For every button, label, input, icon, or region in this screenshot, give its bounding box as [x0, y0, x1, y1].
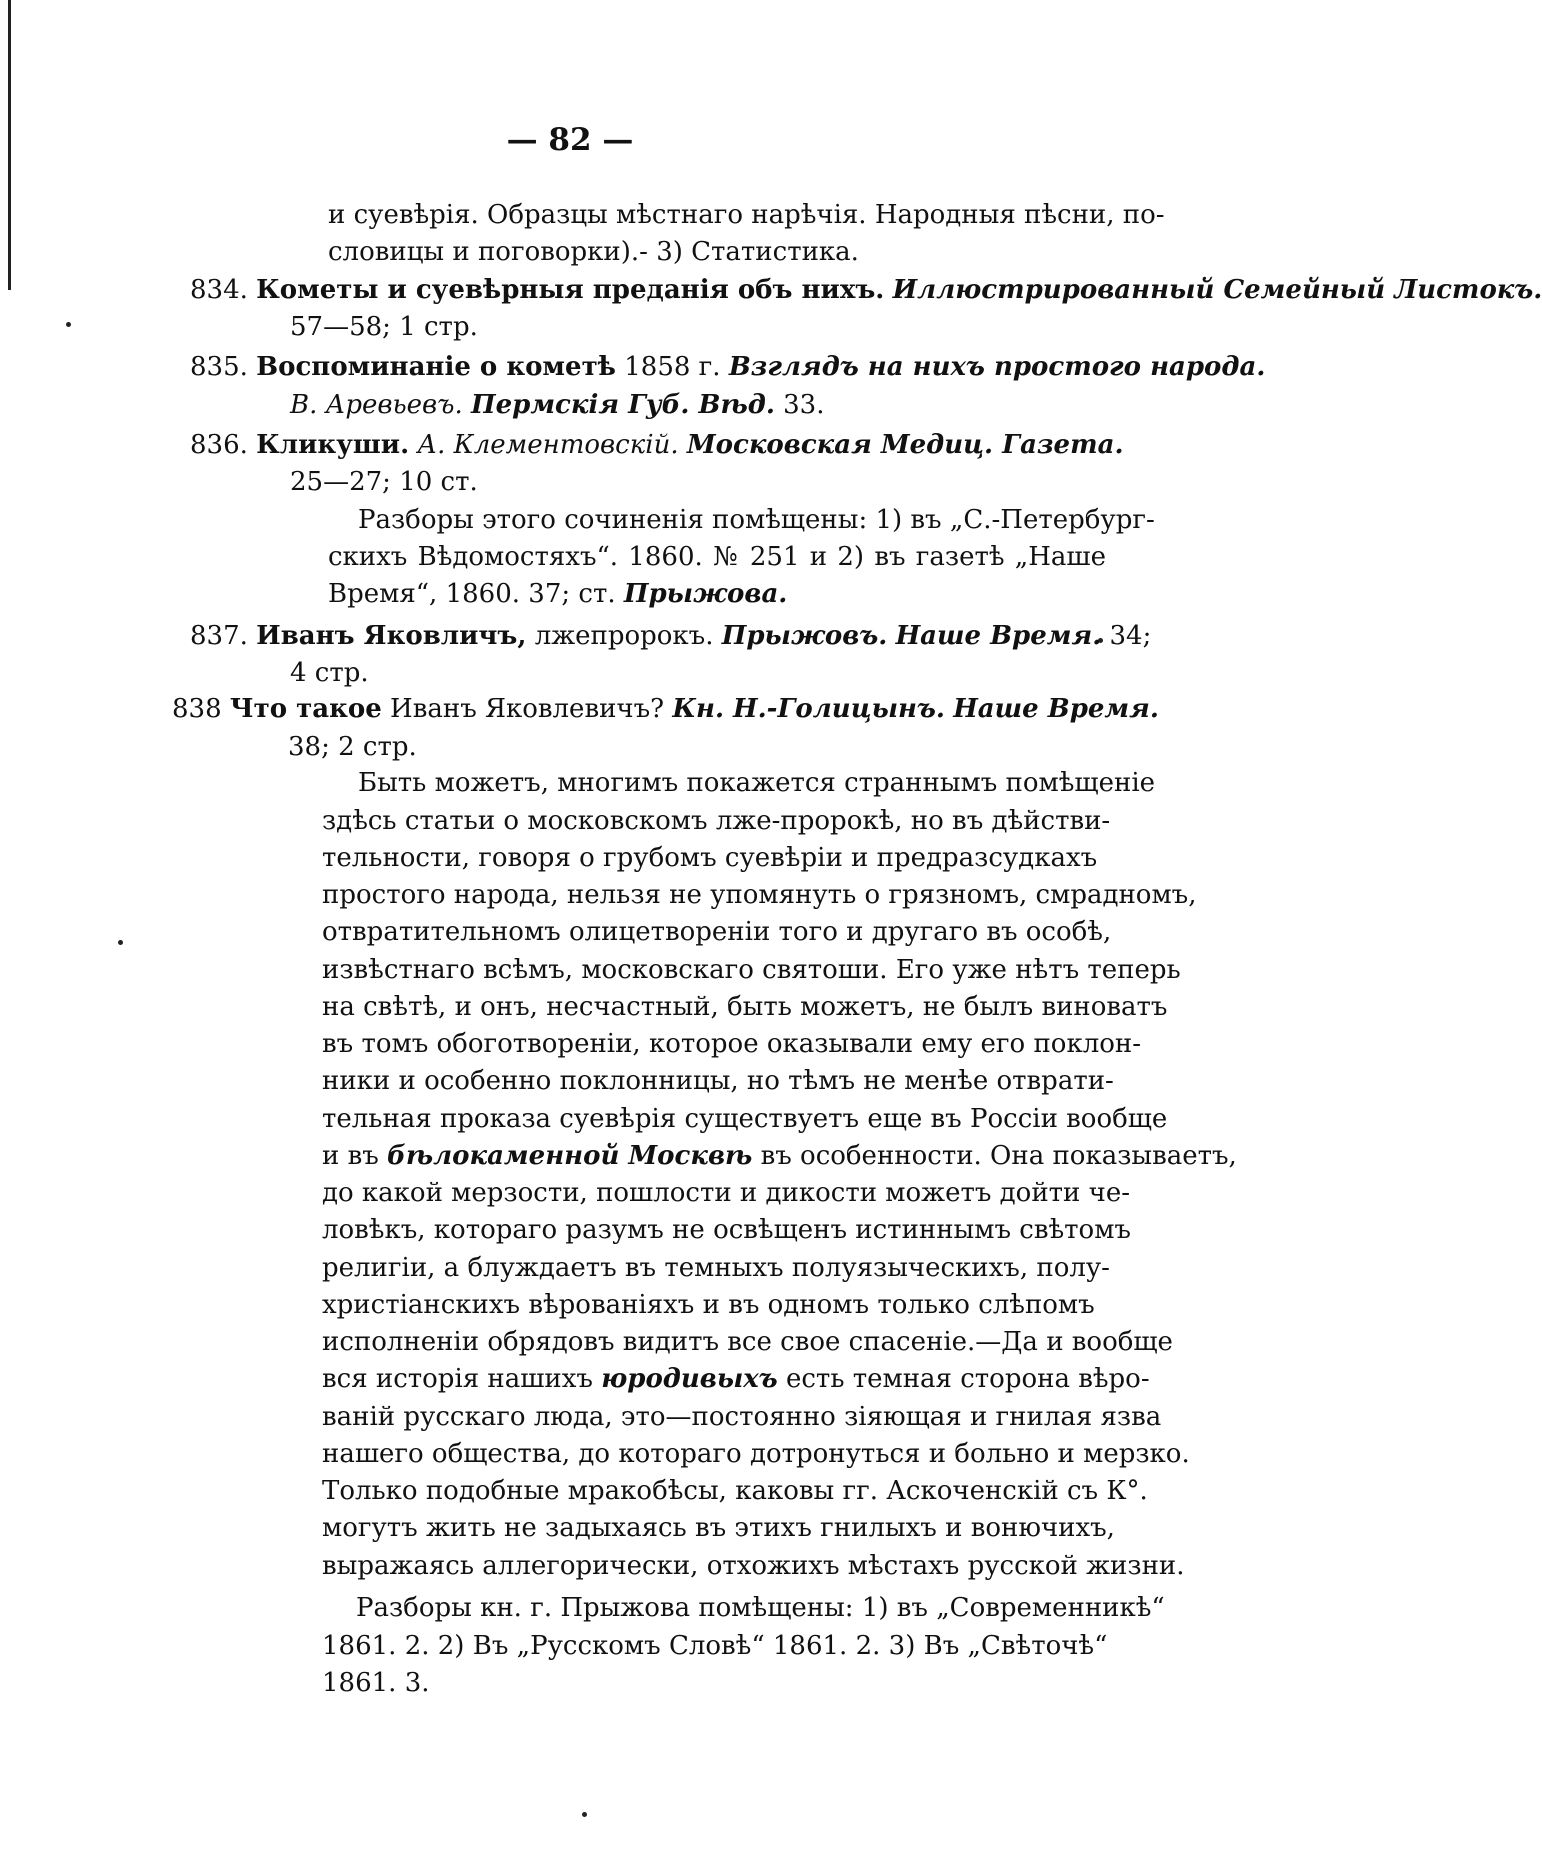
review-line: 1861. 3.: [322, 1668, 430, 1698]
body-line: отвратительномъ олицетвореніи того и другаго въ особѣ,: [322, 917, 1112, 947]
entry-desc: Иванъ Яковлевичъ?: [390, 694, 665, 724]
entry-834: [190, 273, 1542, 307]
scan-speck: [118, 940, 123, 945]
body-line: ловѣкъ, котораго разумъ не освѣщенъ истиннымъ свѣтомъ: [322, 1215, 1131, 1245]
body-line: могутъ жить не задыхаясь въ этихъ гнилыхъ и вонючихъ,: [322, 1513, 1115, 1543]
entry-source: Пермскія Губ. Вѣд.: [471, 390, 775, 420]
body-line: [322, 1362, 1150, 1396]
entry-title: Иванъ Яковличъ,: [256, 621, 527, 651]
entry-number: 837.: [190, 621, 248, 651]
entry-year: 1858 г.: [624, 352, 721, 382]
body-line: тельности, говоря о грубомъ суевѣріи и предразсудкахъ: [322, 843, 1098, 873]
scan-speck: [66, 322, 71, 327]
entry-835: [190, 350, 1266, 384]
body-line: Быть можетъ, многимъ покажется страннымъ помѣщеніе: [358, 768, 1156, 798]
entry-number: 835.: [190, 352, 248, 382]
entry-source: Наше Время.: [895, 621, 1102, 651]
entry-desc: лжепророкъ.: [534, 621, 714, 651]
entry-author: Прыжовъ.: [721, 621, 888, 651]
entry-ref: 38; 2 стр.: [288, 732, 417, 762]
body-text: есть темная сторона вѣро-: [785, 1364, 1150, 1394]
body-text: вся исторія нашихъ: [322, 1364, 593, 1394]
entry-835-cont: [290, 388, 825, 422]
entry-source: Московская Медиц. Газета.: [686, 430, 1124, 460]
entry-author: Кн. Н.-Голицынъ.: [672, 694, 945, 724]
review-line: Разборы кн. г. Прыжова помѣщены: 1) въ „Современникѣ“: [356, 1593, 1165, 1623]
entry-number: 836.: [190, 430, 248, 460]
entry-author: А. Клементовскій.: [417, 430, 679, 460]
body-line: извѣстнаго всѣмъ, московскаго святоши. Его уже нѣтъ теперь: [322, 955, 1181, 985]
body-line: до какой мерзости, пошлости и дикости можетъ дойти че-: [322, 1178, 1131, 1208]
body-line: на свѣтѣ, и онъ, несчастный, быть можетъ, не былъ виноватъ: [322, 992, 1168, 1022]
body-line: простого народа, нельзя не упомянуть о грязномъ, смрадномъ,: [322, 880, 1197, 910]
entry-title: Что такое: [229, 694, 382, 724]
review-line: 1861. 2. 2) Въ „Русскомъ Словѣ“ 1861. 2. 3) Въ „Свѣточѣ“: [322, 1631, 1108, 1661]
entry-ref: 4 стр.: [290, 658, 369, 688]
review-line: Разборы этого сочиненія помѣщены: 1) въ „С.-Петербург-: [358, 505, 1155, 535]
body-line: религіи, а блуждаетъ въ темныхъ полуязыческихъ, полу-: [322, 1253, 1110, 1283]
body-text: въ особенности. Она показываетъ,: [760, 1141, 1237, 1171]
body-line: [322, 1139, 1237, 1173]
body-line: ники и особенно поклонницы, но тѣмъ не менѣе отврати-: [322, 1066, 1114, 1096]
body-line: христіанскихъ вѣрованіяхъ и въ одномъ только слѣпомъ: [322, 1290, 1095, 1320]
text-line: и суевѣрія. Образцы мѣстнаго нарѣчія. Народныя пѣсни, по-: [328, 200, 1165, 230]
page-number: — 82 —: [506, 122, 634, 158]
entry-837: [190, 619, 1152, 653]
entry-ref: 25—27; 10 ст.: [290, 467, 478, 497]
entry-ref: 34;: [1109, 621, 1152, 651]
text-line: словицы и поговорки).- 3) Статистика.: [328, 237, 859, 267]
entry-838: [172, 692, 1159, 726]
review-line: [328, 577, 787, 611]
review-line: скихъ Вѣдомостяхъ“. 1860. № 251 и 2) въ газетѣ „Наше: [328, 542, 1106, 572]
body-emphasis: юродивыхъ: [601, 1364, 778, 1394]
body-emphasis: бѣлокаменной Москвѣ: [387, 1141, 753, 1171]
entry-ref: 57—58; 1 стр.: [290, 312, 478, 342]
entry-836: [190, 428, 1124, 462]
body-line: ваній русскаго люда, это—постоянно зіяющая и гнилая язва: [322, 1402, 1162, 1432]
entry-desc: Взглядъ на нихъ простого народа.: [728, 352, 1266, 382]
body-line: выражаясь аллегорически, отхожихъ мѣстахъ русской жизни.: [322, 1551, 1185, 1581]
entry-ref: 33.: [783, 390, 825, 420]
body-line: тельная проказа суевѣрія существуетъ еще въ Россіи вообще: [322, 1104, 1168, 1134]
entry-title: Воспоминаніе о кометѣ: [256, 352, 616, 382]
review-text: Время“, 1860. 37; ст.: [328, 579, 616, 609]
body-line: исполненіи обрядовъ видитъ все свое спасеніе.—Да и вообще: [322, 1327, 1173, 1357]
entry-author: В. Аревьевъ.: [290, 390, 463, 420]
body-line: нашего общества, до котораго дотронуться и больно и мерзко.: [322, 1439, 1190, 1469]
entry-source: Наше Время.: [953, 694, 1159, 724]
body-line: здѣсь статьи о московскомъ лже-пророкѣ, но въ дѣйстви-: [322, 806, 1111, 836]
entry-source: Иллюстрированный Семейный Листокъ.: [892, 275, 1542, 305]
entry-title: Кометы и суевѣрныя преданія объ нихъ.: [256, 275, 885, 305]
entry-title: Кликуши.: [256, 430, 410, 460]
entry-number: 838: [172, 694, 222, 724]
body-line: въ томъ обоготвореніи, которое оказывали ему его поклон-: [322, 1029, 1141, 1059]
scan-speck: [582, 1812, 587, 1817]
entry-number: 834.: [190, 275, 248, 305]
body-line: Только подобные мракобѣсы, каковы гг. Аскоченскій съ К°.: [322, 1476, 1148, 1506]
review-author: Прыжова.: [623, 579, 788, 609]
body-text: и въ: [322, 1141, 379, 1171]
